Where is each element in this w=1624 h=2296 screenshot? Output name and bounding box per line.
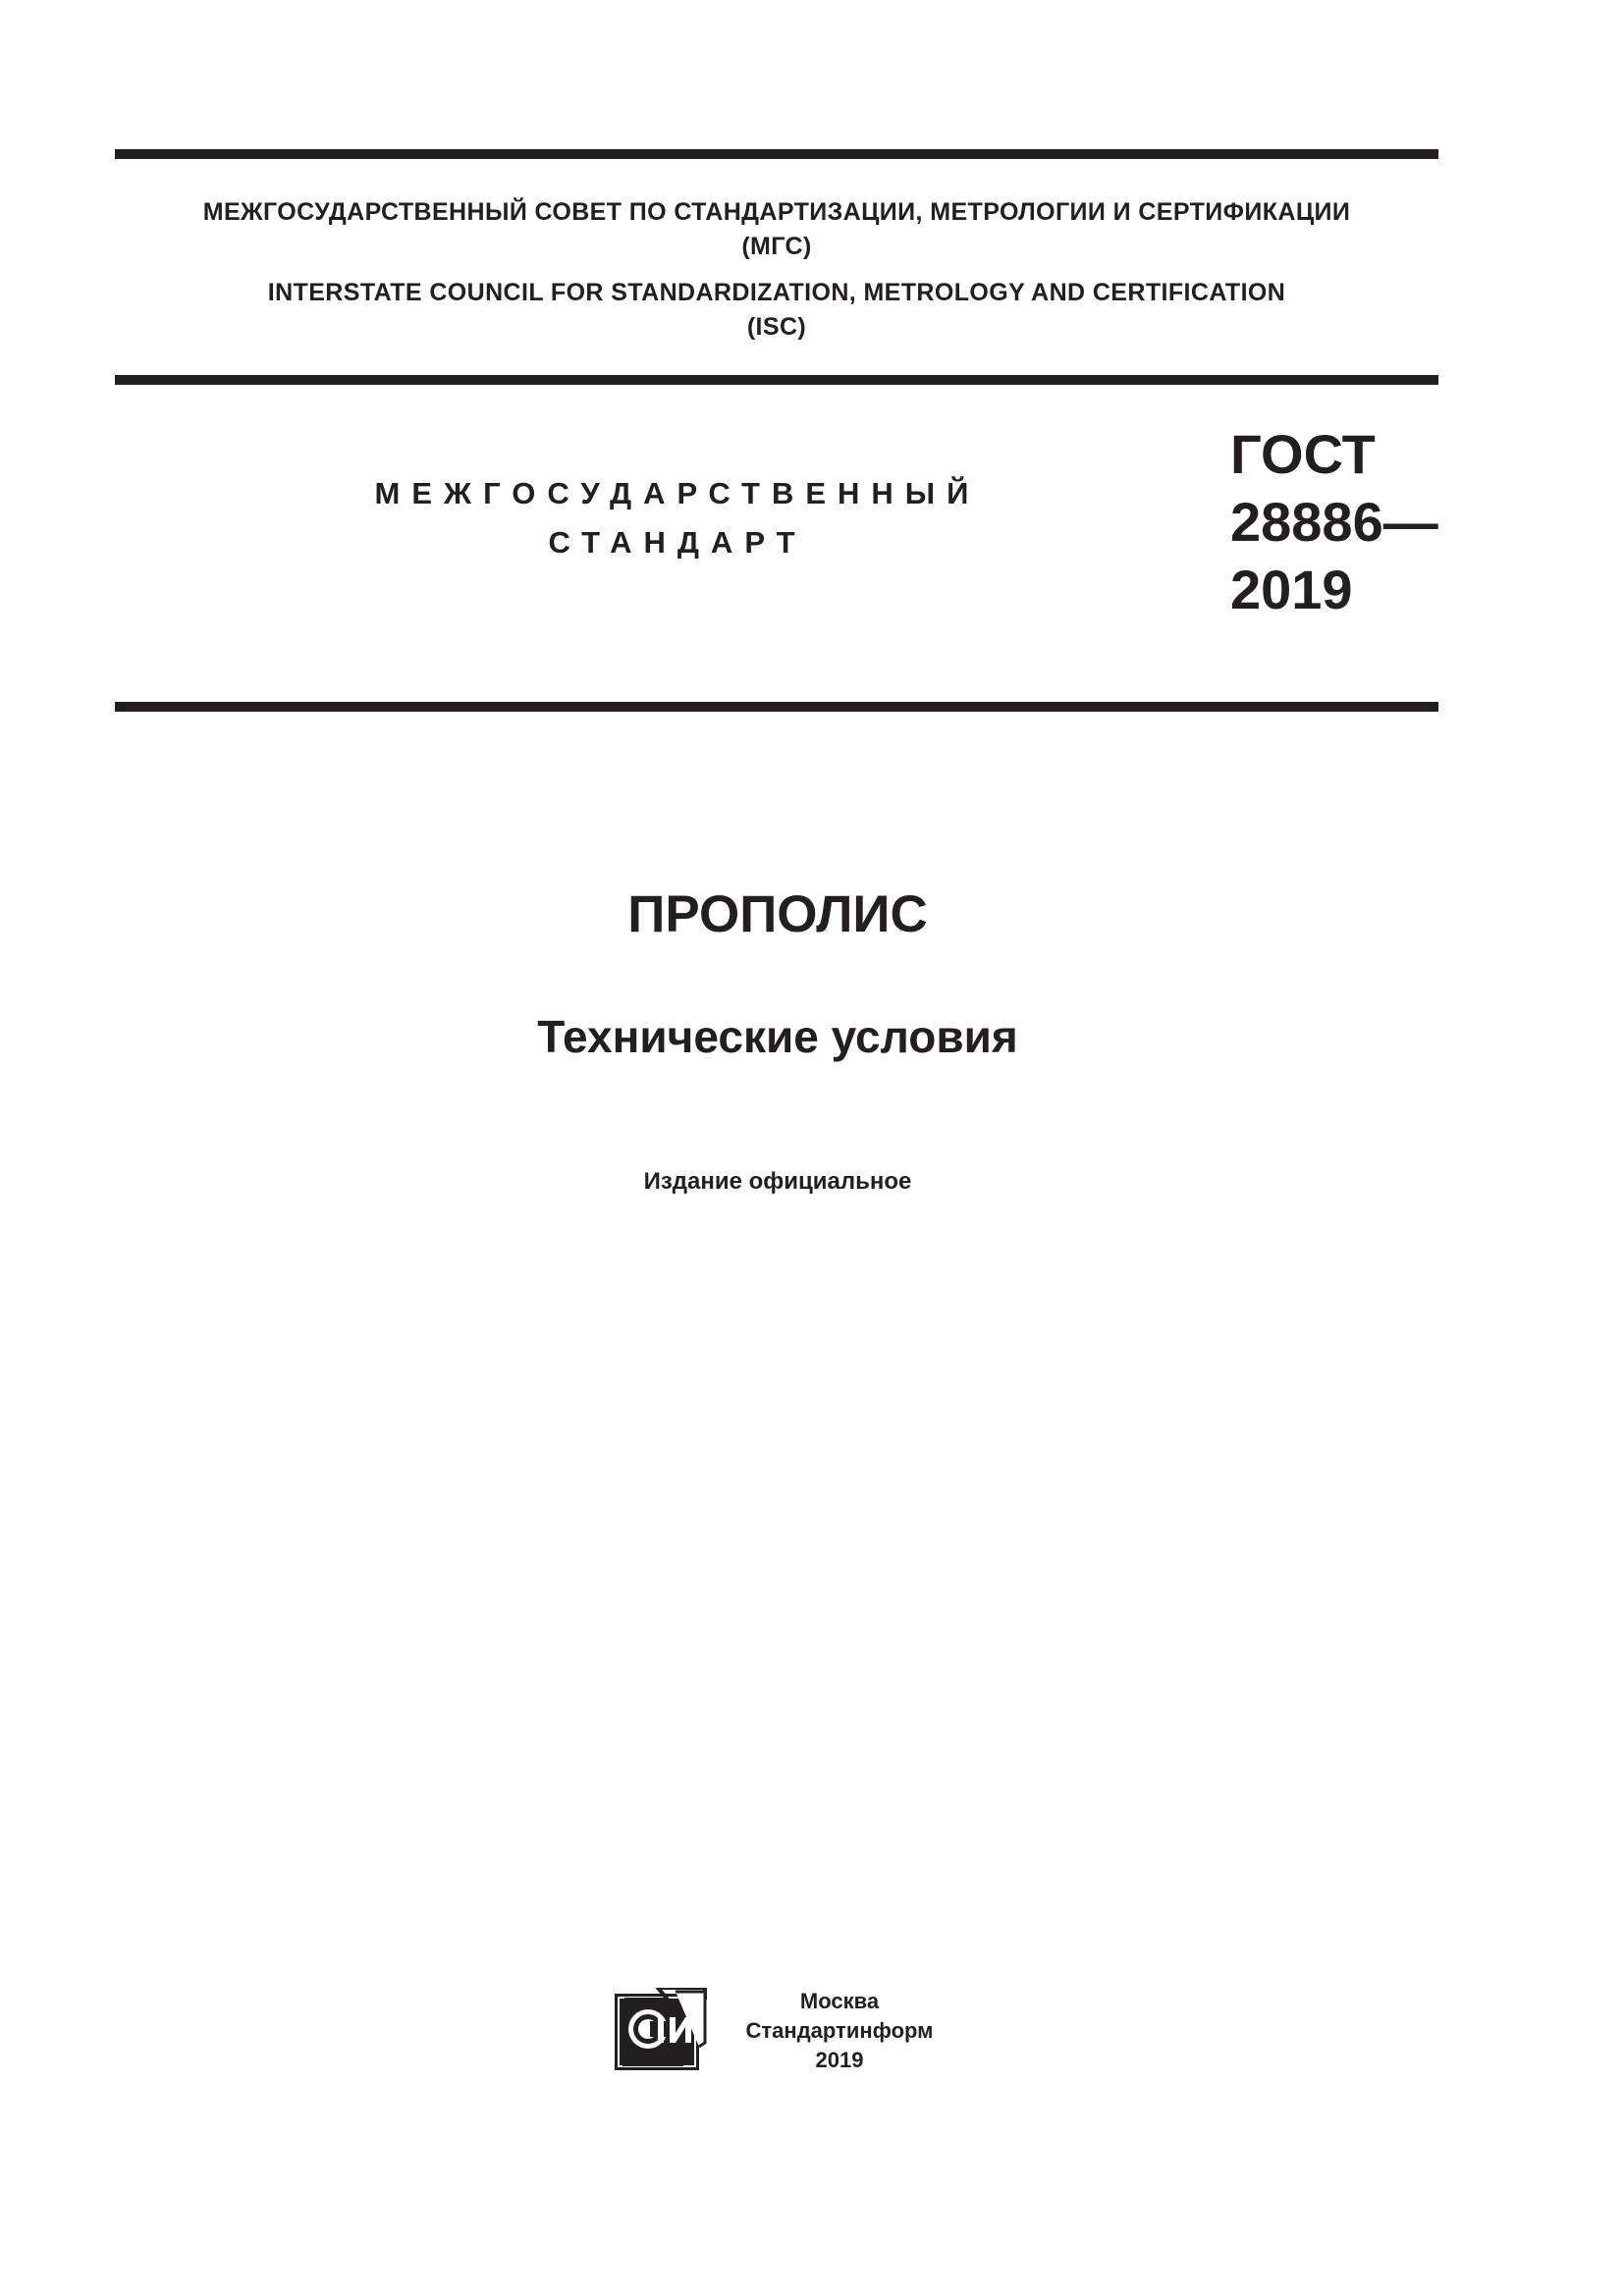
standard-type-line1: МЕЖГОСУДАРСТВЕННЫЙ [374, 476, 981, 510]
standartinform-logo-graphic [615, 1988, 709, 2072]
publisher-block [727, 1987, 952, 2075]
standartinform-logo-icon [615, 1988, 709, 2072]
designation-bottom-rule [115, 702, 1438, 712]
gost-number: 28886— [1230, 491, 1438, 553]
publisher-name: Стандартинформ [745, 2018, 934, 2043]
document-title: ПРОПОЛИС [627, 885, 928, 943]
council-en-name: INTERSTATE COUNCIL FOR STANDARDIZATION, METROLOGY AND CERTIFICATION [267, 279, 1286, 306]
council-ru-abbr: (МГС) [741, 233, 812, 260]
document-subtitle: Технические условия [537, 1011, 1018, 1062]
council-ru-name: МЕЖГОСУДАРСТВЕННЫЙ СОВЕТ ПО СТАНДАРТИЗАЦИИ, МЕТРОЛОГИИ И СЕРТИФИКАЦИИ [202, 198, 1351, 226]
standard-type-line2: СТАНДАРТ [548, 525, 807, 560]
council-en-abbr: (ISC) [746, 313, 807, 341]
publisher-year: 2019 [815, 2048, 864, 2072]
gost-year: 2019 [1230, 559, 1353, 620]
publisher-city: Москва [799, 1989, 880, 2013]
top-rule [115, 149, 1438, 159]
standard-type-label [334, 469, 1021, 567]
council-header [115, 195, 1438, 345]
edition-note: Издание официальное [643, 1168, 912, 1195]
gost-label: ГОСТ [1230, 423, 1376, 485]
header-bottom-rule [115, 375, 1438, 385]
gost-designation [1230, 420, 1438, 623]
